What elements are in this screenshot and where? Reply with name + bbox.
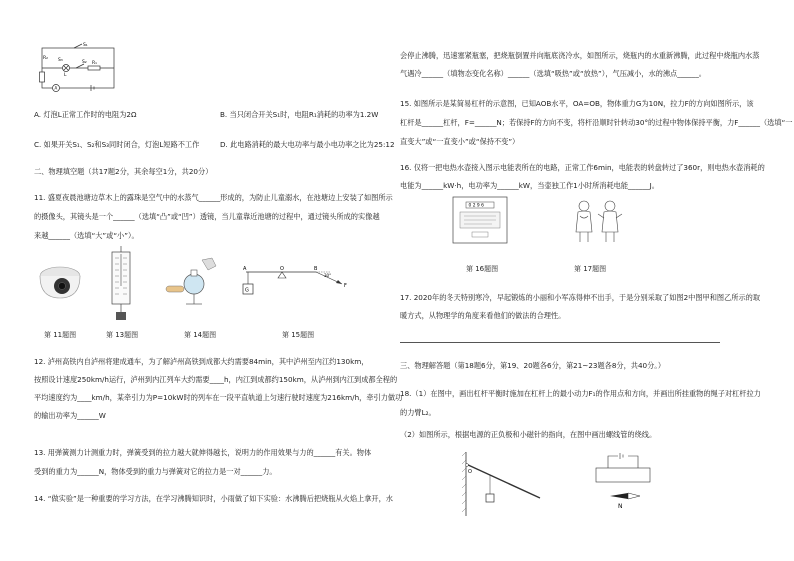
camera-figure [36, 262, 86, 302]
circuit-diagram [36, 42, 126, 94]
caption-fig-17: 第 17题图 [574, 265, 607, 273]
solenoid-figure [588, 452, 658, 510]
people-warming-figure [568, 198, 628, 244]
q18-line-1: 18.（1）在图中，画出杠杆平衡时施加在杠杆上的最小动力F₁的作用点和方向，并画出所挂重物的绳子对杠杆拉力 [400, 389, 761, 398]
lever-label-a: A [243, 266, 247, 272]
q16-line-2: 电能为______kW·h，电功率为______kW，当壶独工作1小时所消耗电能______J。 [400, 181, 659, 190]
q15-line-3: 直变大”或“一直变小”或“保持不变”） [400, 137, 520, 146]
wall-lever-figure [462, 450, 542, 518]
section-2-heading: 二、物理填空题（共17题2分，其余每空1分，共20分） [34, 167, 213, 176]
label-r1: R₁ [92, 61, 97, 66]
q12-line-1: 12. 泸州高铁内自泸州将建成通车，为了解泸州高铁到成都大约需要84min，其中泸州至内江约130km， [34, 357, 369, 366]
q18-line-3: （2）如图所示，根据电源的正负极和小磁针的指向，在图中画出螺线管的绕线。 [400, 430, 657, 439]
label-r2: R₂ [43, 56, 48, 61]
label-s3: S₃ [58, 58, 63, 63]
label-ammeter: A [54, 85, 58, 91]
q17-line-1: 17. 2020年的冬天特别寒冷，早起锻炼的小丽和小军冻得伸不出手，于是分别采取了如图2中图甲和图乙所示的取 [400, 293, 761, 302]
lever-label-g: G [245, 287, 249, 294]
label-l: L [64, 73, 67, 78]
label-n: N [618, 503, 623, 510]
section-3-heading: 三、物理解答题（第18题6分，第19、20题各6分，第21~23题各8分，共40分。） [400, 361, 666, 370]
caption-fig-15: 第 15题图 [282, 331, 315, 339]
q12-line-2: 按照设计速度250km/h运行，泸州到内江列车大约需要____h，内江到成都约150km，从泸州到内江到成都全程的 [34, 375, 398, 384]
q15-line-2: 杠杆是______杠杆，F=______N；若保持F的方向不变，将杆沿顺时针转动30°的过程中物体保持平衡，力F______（选填“一 [400, 118, 793, 127]
meter-reading: 0 2 9 6 [468, 203, 484, 209]
lever-figure [242, 268, 352, 304]
option-b: B. 当只闭合开关S₁时，电阻R₁消耗的功率为1.2W [220, 110, 379, 119]
lever-label-f: F [344, 283, 347, 289]
flask-figure [162, 256, 224, 306]
option-a: A. 灯泡L正常工作时的电阻为2Ω [34, 110, 137, 119]
q14-cont-line-2: 气遇冷______（填物态变化名称）______（选填“吸热”或“放热”），气压减小，水的沸点______。 [400, 69, 706, 78]
option-d: D. 此电路消耗的最大电功率与最小电功率之比为25:12 [220, 140, 395, 149]
caption-fig-13: 第 13题图 [106, 331, 139, 339]
q14-line-1: 14. “做实验”是一种重要的学习方法，在学习沸腾知识时，小雨做了如下实验：水沸腾后把烧瓶从火焰上拿开，水 [34, 494, 393, 503]
electricity-meter-figure [452, 196, 508, 244]
spring-scale-figure [106, 246, 136, 322]
option-c: C. 如果开关S₁、S₂和S₃同时闭合，灯泡L短路不工作 [34, 140, 200, 149]
q17-line-2: 暖方式，从物理学的角度来看他们的做法的合理性。 [400, 311, 566, 320]
label-s2: S₂ [82, 60, 87, 65]
lever-label-o: O [280, 266, 284, 272]
q13-line-2: 受到的重力为______N，物体受到的重力与弹簧对它的拉力是一对______力。 [34, 467, 277, 476]
answer-line [400, 342, 720, 343]
q18-line-2: 的力臂L₂。 [400, 408, 436, 417]
lever-label-angle: 30° [324, 273, 332, 278]
q11-line-1: 11. 盛夏夜晨池塘边草木上的露珠是空气中的水蒸气______形成的，为防止儿童溺水，在池塘边上安装了如图所示 [34, 193, 393, 202]
q16-line-1: 16. 仅将一把电热水壶接入图示电能表所在的电路，正常工作6min，电能表的转盘转过了360r，则电热水壶消耗的 [400, 163, 765, 172]
label-s1: S₁ [83, 43, 88, 48]
q15-line-1: 15. 如图所示是某简易杠杆的示意图，已知AOB水平，OA=OB，物体重力G为10N，拉力F的方向如图所示，该 [400, 99, 754, 108]
q14-cont-line-1: 会停止沸腾，迅速塞紧瓶塞，把烧瓶倒置并向瓶底浇冷水，如图所示，烧瓶内的水重新沸腾，此过程中烧瓶内水蒸 [400, 51, 760, 60]
q11-line-2: 的摄像头，其镜头是一个______（选填“凸”或“凹”）透镜，当儿童靠近池塘的过程中，通过镜头所成的实像越 [34, 212, 380, 221]
caption-fig-11: 第 11题图 [44, 331, 77, 339]
q11-line-3: 来越______（选填“大”或“小”）。 [34, 231, 139, 240]
q12-line-4: 的输出功率为______W [34, 411, 106, 420]
caption-fig-16: 第 16题图 [466, 265, 499, 273]
q13-line-1: 13. 用弹簧测力计测重力时，弹簧受到的拉力越大就伸得越长，说明力的作用效果与力的______有关。物体 [34, 448, 372, 457]
lever-label-b: B [314, 266, 318, 272]
label-o: O [468, 469, 472, 475]
caption-fig-14: 第 14题图 [184, 331, 217, 339]
q12-line-3: 平均速度约为____km/h，某牵引力为P=10kW时的列车在一段平直轨道上匀速行驶时速度为216km/h，牵引力做功 [34, 393, 403, 402]
